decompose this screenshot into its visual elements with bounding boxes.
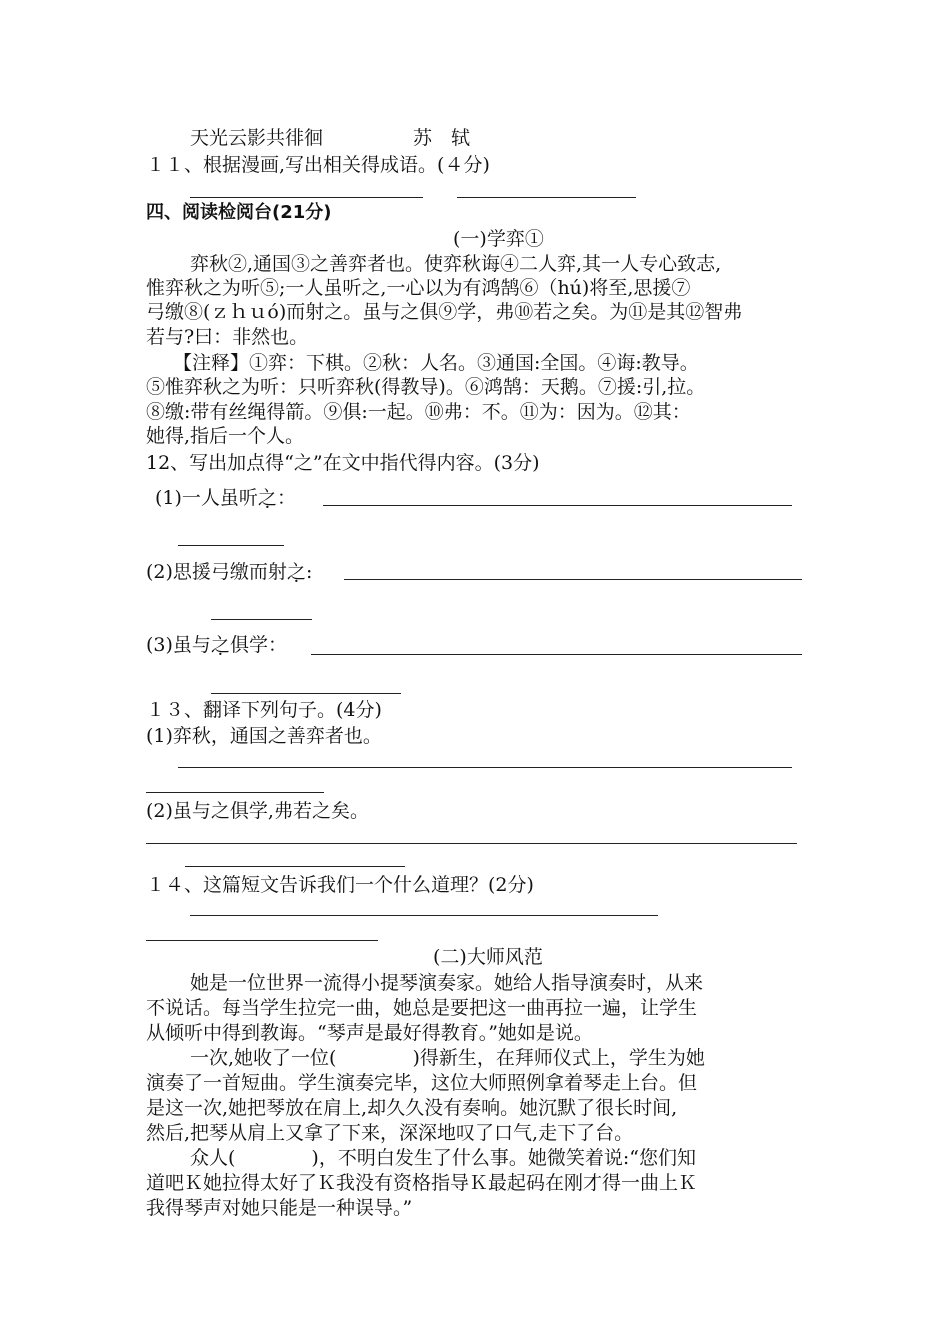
poem-author: 苏 轼 (413, 127, 471, 149)
answer-line[interactable] (323, 505, 792, 506)
item-prefix: (2)思援弓缴而射 (146, 561, 287, 583)
annotation-line: ⑤惟弈秋之为听：只听弈秋(得教导)。⑥鸿鹄：天鹅。⑦援:引,拉。 (146, 376, 706, 398)
annotation-line: 【注释】①弈：下棋。②秋：人名。③通国:全国。④诲:教导。 (173, 352, 699, 374)
poem-line: 天光云影共徘徊 (190, 127, 324, 149)
section-heading: 四、阅读检阅台(21分) (146, 202, 332, 223)
item-prefix: (3)虽与 (146, 634, 211, 656)
passage-title: (二)大师风范 (433, 946, 543, 968)
question-12: 12、写出加点得“之”在文中指代得内容。(3分) (146, 452, 540, 474)
passage-line: 一次,她收了一位( )得新生，在拜师仪式上，学生为她 (190, 1047, 705, 1069)
q12-item-2 (146, 560, 312, 584)
annotation-line: 她得,指后一个人。 (146, 425, 305, 447)
passage-line: 弓缴⑧(ｚｈｕó)而射之。虽与之俱⑨学，弗⑩若之矣。为⑪是其⑫智弗 (146, 301, 743, 323)
passage-line: 从倾听中得到教诲。“琴声是最好得教育。”她如是说。 (146, 1022, 593, 1044)
answer-line[interactable] (146, 843, 797, 844)
dotted-char: 之 (257, 487, 277, 509)
passage-line: 道吧Ｋ她拉得太好了Ｋ我没有资格指导Ｋ最起码在刚才得一曲上Ｋ (146, 1172, 698, 1194)
question-13: １３、翻译下列句子。(4分) (146, 699, 382, 721)
answer-line[interactable] (146, 792, 324, 793)
q12-item-1 (155, 486, 296, 510)
answer-line[interactable] (457, 197, 636, 198)
q12-item-3 (146, 633, 287, 657)
passage-title: (一)学弈① (453, 228, 544, 250)
passage-line: 惟弈秋之为听⑤;一人虽听之,一心以为有鸿鹄⑥（hú)将至,思援⑦ (146, 277, 691, 299)
passage-line: 我得琴声对她只能是一种误导。” (146, 1197, 413, 1219)
passage-line: 众人( )，不明白发生了什么事。她微笑着说:“您们知 (190, 1147, 696, 1169)
item-suffix: 俱学： (229, 634, 287, 656)
dotted-char: 之 (210, 634, 230, 656)
answer-line[interactable] (190, 197, 423, 198)
answer-line[interactable] (211, 693, 401, 694)
answer-line[interactable] (211, 619, 312, 620)
item-prefix: (1)一人虽听 (155, 487, 258, 509)
annotation-line: ⑧缴:带有丝绳得箭。⑨俱:一起。⑩弗：不。⑪为：因为。⑫其： (146, 401, 691, 423)
question-11: １１、根据漫画,写出相关得成语。(４分) (146, 154, 490, 176)
answer-line[interactable] (146, 940, 378, 941)
passage-line: 若与?曰：非然也。 (146, 326, 309, 348)
item-suffix: : (305, 561, 313, 583)
passage-line: 不说话。每当学生拉完一曲，她总是要把这一曲再拉一遍，让学生 (146, 997, 698, 1019)
passage-line: 然后,把琴从肩上又拿了下来，深深地叹了口气,走下了台。 (146, 1122, 634, 1144)
dotted-char: 之 (286, 561, 306, 583)
answer-line[interactable] (178, 545, 284, 546)
question-14: １４、这篇短文告诉我们一个什么道理？(2分) (146, 874, 534, 896)
translate-sentence-2: (2)虽与之俱学,弗若之矣。 (146, 800, 369, 822)
item-suffix: ： (276, 487, 296, 509)
answer-line[interactable] (178, 767, 792, 768)
passage-line: 她是一位世界一流得小提琴演奏家。她给人指导演奏时，从来 (190, 972, 704, 994)
passage-line: 弈秋②,通国③之善弈者也。使弈秋诲④二人弈,其一人专心致志, (190, 253, 722, 275)
answer-line[interactable] (185, 866, 405, 867)
answer-line[interactable] (344, 579, 802, 580)
passage-line: 是这一次,她把琴放在肩上,却久久没有奏响。她沉默了很长时间, (146, 1097, 678, 1119)
answer-line[interactable] (190, 915, 658, 916)
passage-line: 演奏了一首短曲。学生演奏完毕，这位大师照例拿着琴走上台。但 (146, 1072, 698, 1094)
answer-line[interactable] (311, 654, 802, 655)
translate-sentence-1: (1)弈秋，通国之善弈者也。 (146, 725, 382, 747)
